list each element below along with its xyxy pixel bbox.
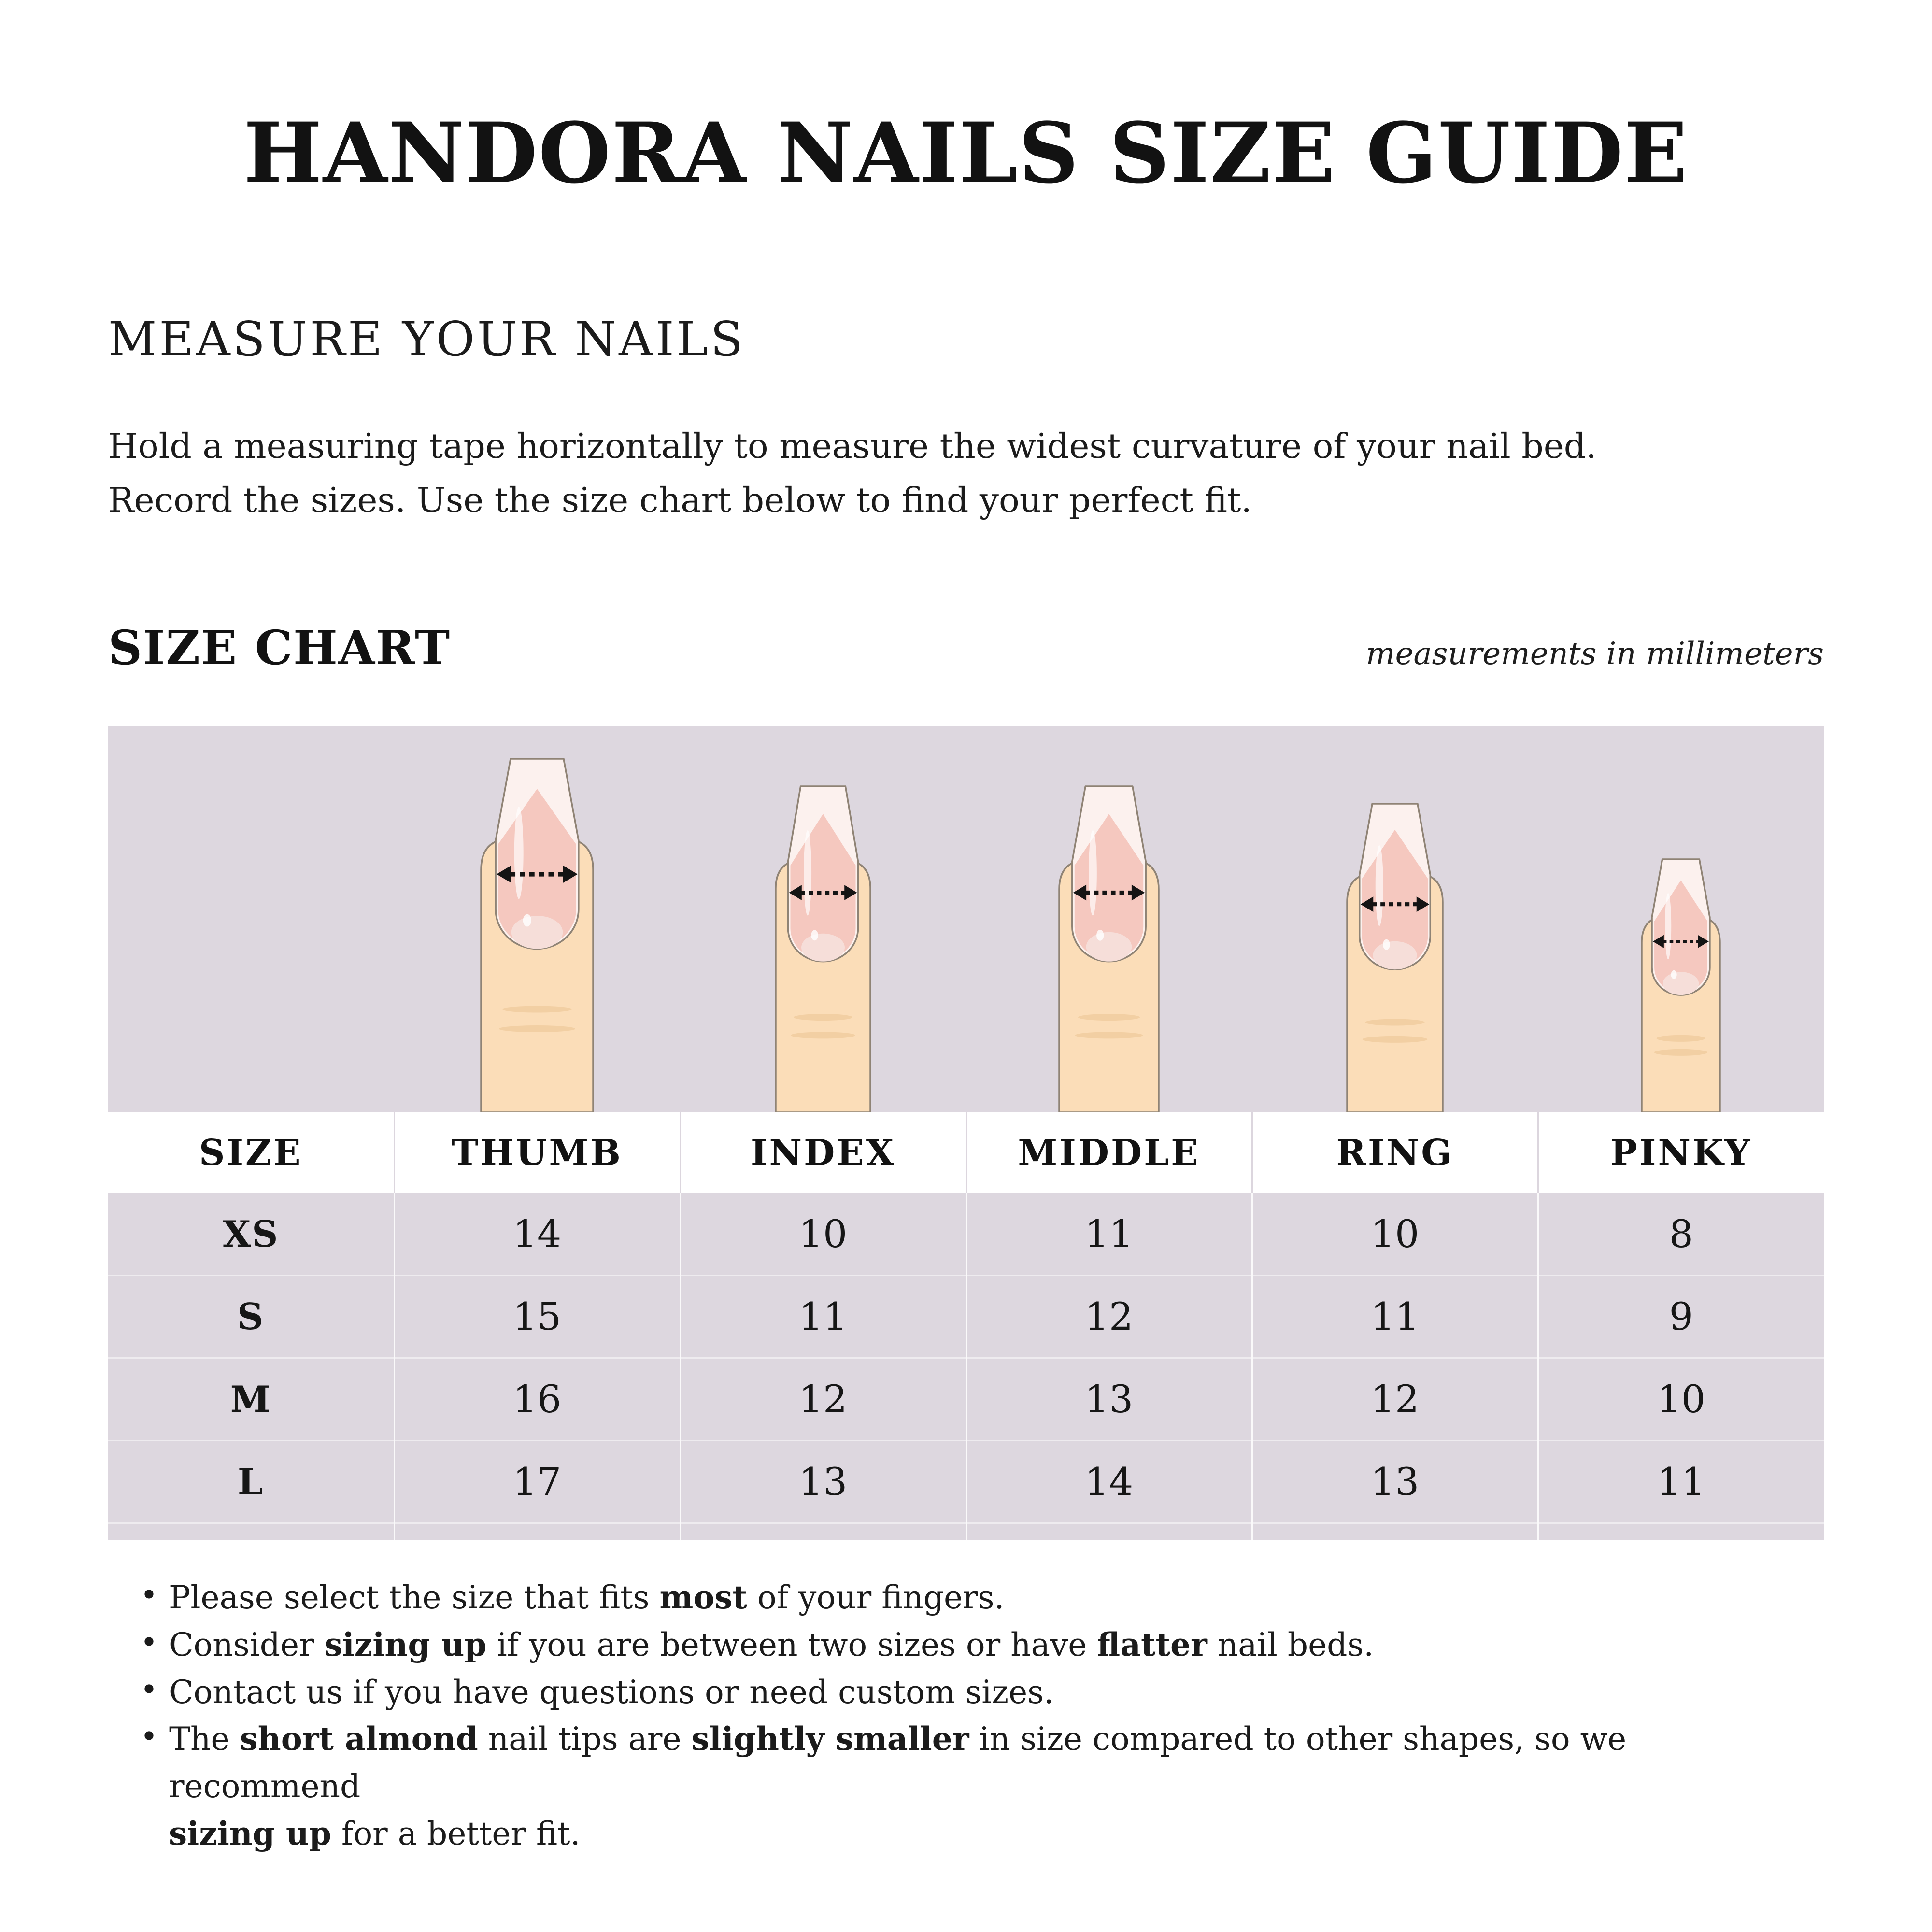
pinky-finger-illustration	[1639, 857, 1722, 1112]
table-bottom-spacer	[108, 1523, 1824, 1541]
units-note: measurements in millimeters	[1365, 636, 1824, 672]
measurement-cell: 12	[680, 1358, 966, 1441]
spacer-cell	[966, 1523, 1252, 1541]
page-title: HANDORA NAILS SIZE GUIDE	[243, 104, 1689, 202]
column-header-thumb: THUMB	[394, 1112, 680, 1193]
ring-finger-cell	[1252, 726, 1538, 1112]
column-header-pinky: PINKY	[1538, 1112, 1824, 1193]
measurement-cell: 14	[394, 1193, 680, 1276]
note-item-3: • Contact us if you have questions or need custom sizes.	[139, 1669, 1820, 1716]
notes-list	[139, 1574, 1820, 1857]
size-table-body	[108, 1193, 1824, 1540]
instruction-line-1: Hold a measuring tape horizontally to measure the widest curvature of your nail bed.	[108, 426, 1597, 466]
size-label-cell: L	[108, 1441, 394, 1523]
size-chart-heading: SIZE CHART	[108, 620, 451, 676]
thumb-finger-cell	[394, 726, 680, 1112]
measure-section-heading: MEASURE YOUR NAILS	[108, 312, 745, 367]
measurement-cell: 9	[1538, 1276, 1824, 1358]
measurement-cell: 16	[394, 1358, 680, 1441]
measurement-cell: 11	[966, 1193, 1252, 1276]
measurement-cell: 10	[680, 1193, 966, 1276]
measurement-cell: 10	[1538, 1358, 1824, 1441]
table-row-xs	[108, 1193, 1824, 1276]
spacer-cell	[394, 1523, 680, 1541]
index-finger-cell	[680, 726, 966, 1112]
spacer-cell	[680, 1523, 966, 1541]
size-label-cell: S	[108, 1276, 394, 1358]
column-header-index: INDEX	[680, 1112, 966, 1193]
measurement-cell: 13	[680, 1441, 966, 1523]
measurement-cell: 10	[1252, 1193, 1538, 1276]
size-chart-header-row	[108, 620, 1824, 675]
column-header-middle: MIDDLE	[966, 1112, 1252, 1193]
thumb-finger-illustration	[479, 757, 596, 1112]
size-chart-box	[108, 726, 1824, 1540]
note-item-2: • Consider sizing up if you are between two sizes or have flatter nail beds.	[139, 1621, 1820, 1669]
middle-finger-cell	[966, 726, 1252, 1112]
fingers-strip	[108, 726, 1824, 1112]
column-header-size: SIZE	[108, 1112, 394, 1193]
size-table-head	[108, 1112, 1824, 1193]
header-row	[108, 1112, 1824, 1193]
size-label-cell: XS	[223, 1213, 279, 1256]
measurement-cell: 12	[966, 1276, 1252, 1358]
spacer-cell	[108, 1523, 394, 1541]
notes-section	[108, 1574, 1824, 1857]
index-finger-illustration	[773, 784, 873, 1112]
measurement-cell: 13	[1252, 1441, 1538, 1523]
table-row-l	[108, 1441, 1824, 1523]
measurement-cell: 8	[1538, 1193, 1824, 1276]
note-item-4: • The short almond nail tips are slightly smaller in size compared to other shapes, so we recommend sizing up for a better fit.	[139, 1716, 1820, 1857]
spacer-cell	[1538, 1523, 1824, 1541]
measure-instructions	[108, 419, 1824, 527]
spacer-cell	[1252, 1523, 1538, 1541]
ring-finger-illustration	[1345, 802, 1445, 1112]
measurement-cell: 12	[1252, 1358, 1538, 1441]
note-item-1: • Please select the size that fits most of your fingers.	[139, 1574, 1820, 1621]
measurement-cell: 14	[966, 1441, 1252, 1523]
instruction-line-2: Record the sizes. Use the size chart below to find your perfect fit.	[108, 480, 1252, 521]
measurement-cell: 11	[1252, 1276, 1538, 1358]
size-column-spacer	[108, 726, 394, 1112]
table-row-s	[108, 1276, 1824, 1358]
measurement-cell: 15	[394, 1276, 680, 1358]
column-header-ring: RING	[1252, 1112, 1538, 1193]
size-label-cell: M	[108, 1358, 394, 1441]
content-area	[108, 312, 1824, 1857]
table-row-m	[108, 1358, 1824, 1441]
middle-finger-illustration	[1057, 784, 1161, 1112]
measurement-cell: 17	[394, 1441, 680, 1523]
size-table	[108, 1112, 1824, 1540]
measurement-cell: 13	[966, 1358, 1252, 1441]
measurement-cell: 11	[680, 1276, 966, 1358]
measurement-cell: 11	[1538, 1441, 1824, 1523]
pinky-finger-cell	[1538, 726, 1824, 1112]
